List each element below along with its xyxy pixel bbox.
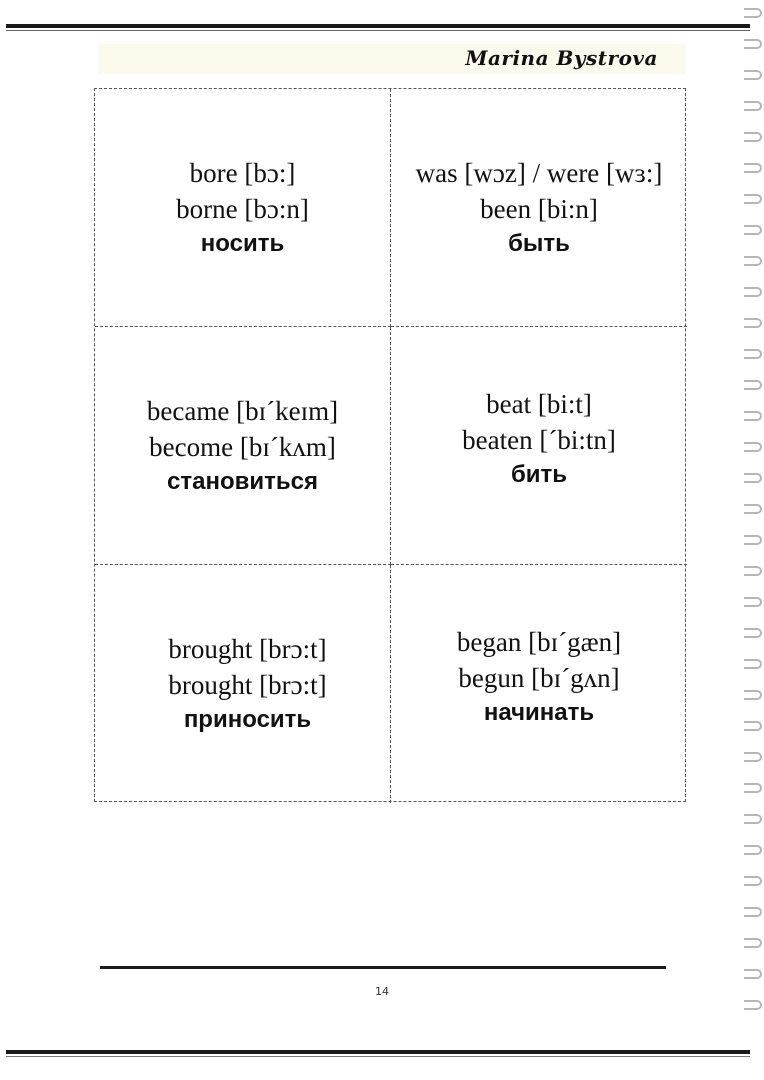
top-rule — [6, 24, 750, 28]
past-form: brought [brɔ:t] — [168, 634, 327, 664]
author-name: Marina Bystrova — [465, 46, 658, 70]
past-form: became [bɪˊkeɪm] — [146, 395, 339, 426]
binding-coil — [744, 783, 762, 793]
top-rule-thin — [6, 30, 750, 31]
translation: бить — [510, 460, 568, 488]
binding-coil — [744, 504, 762, 514]
binding-coil — [744, 101, 762, 111]
binding-coil — [744, 721, 762, 731]
binding-coil — [744, 752, 762, 762]
binding-coil — [744, 659, 762, 669]
binding-coil — [744, 690, 762, 700]
binding-coil — [744, 380, 762, 390]
binding-coil — [744, 473, 762, 483]
footer-rule — [6, 1050, 750, 1054]
binding-coil — [744, 907, 762, 917]
flashcard-be — [391, 89, 687, 327]
card-content — [462, 386, 616, 492]
flashcard-beat — [391, 327, 687, 565]
flashcard-become — [95, 327, 391, 565]
binding-coil — [744, 256, 762, 266]
binding-coil — [744, 969, 762, 979]
binding-coil — [744, 8, 762, 18]
card-content — [176, 155, 309, 261]
participle-form: become [bɪˊkʌm] — [149, 431, 336, 462]
participle-form: begun [bɪˊgʌn] — [458, 663, 620, 693]
translation: становиться — [167, 467, 318, 495]
binding-coil — [744, 194, 762, 204]
flashcard-bear — [95, 89, 391, 327]
binding-coil — [744, 938, 762, 948]
past-form: began [bɪˊgæn] — [456, 627, 622, 657]
flashcard-bring — [95, 565, 391, 803]
card-content — [147, 393, 338, 499]
binding-coil — [744, 39, 762, 49]
participle-form: borne [bɔ:n] — [176, 193, 309, 224]
binding-coil — [744, 163, 762, 173]
card-content — [457, 624, 621, 730]
past-form: was [wɔz] / were [wɜ:] — [415, 157, 663, 188]
binding-coil — [744, 597, 762, 607]
binding-coil — [744, 70, 762, 80]
binding-coil — [744, 225, 762, 235]
page-number: 14 — [375, 985, 389, 998]
participle-form: been [bi:n] — [480, 193, 598, 224]
binding-coil — [744, 411, 762, 421]
participle-form: beaten [ˊbi:tn] — [462, 424, 616, 455]
card-content — [168, 631, 326, 737]
translation: быть — [508, 229, 570, 257]
binding-coil — [744, 132, 762, 142]
footer-rule-thin — [6, 1056, 750, 1057]
bottom-rule — [100, 966, 666, 969]
past-form: beat [bi:t] — [486, 388, 592, 419]
card-content — [416, 155, 663, 261]
translation: приносить — [183, 706, 312, 733]
translation: начинать — [483, 699, 595, 726]
binding-coil — [744, 1000, 762, 1010]
binding-coil — [744, 628, 762, 638]
flashcard-begin — [391, 565, 687, 803]
translation: носить — [200, 229, 285, 257]
binding-coil — [744, 318, 762, 328]
binding-coil — [744, 876, 762, 886]
binding-coil — [744, 442, 762, 452]
binding-coil — [744, 814, 762, 824]
flashcard-grid — [94, 88, 686, 802]
binding-coil — [744, 845, 762, 855]
binding-coil — [744, 349, 762, 359]
binding-coil — [744, 566, 762, 576]
binding-coil — [744, 287, 762, 297]
participle-form: brought [brɔ:t] — [168, 670, 327, 700]
binding-coil — [744, 535, 762, 545]
spiral-binding — [742, 0, 764, 1040]
past-form: bore [bɔ:] — [189, 157, 296, 188]
